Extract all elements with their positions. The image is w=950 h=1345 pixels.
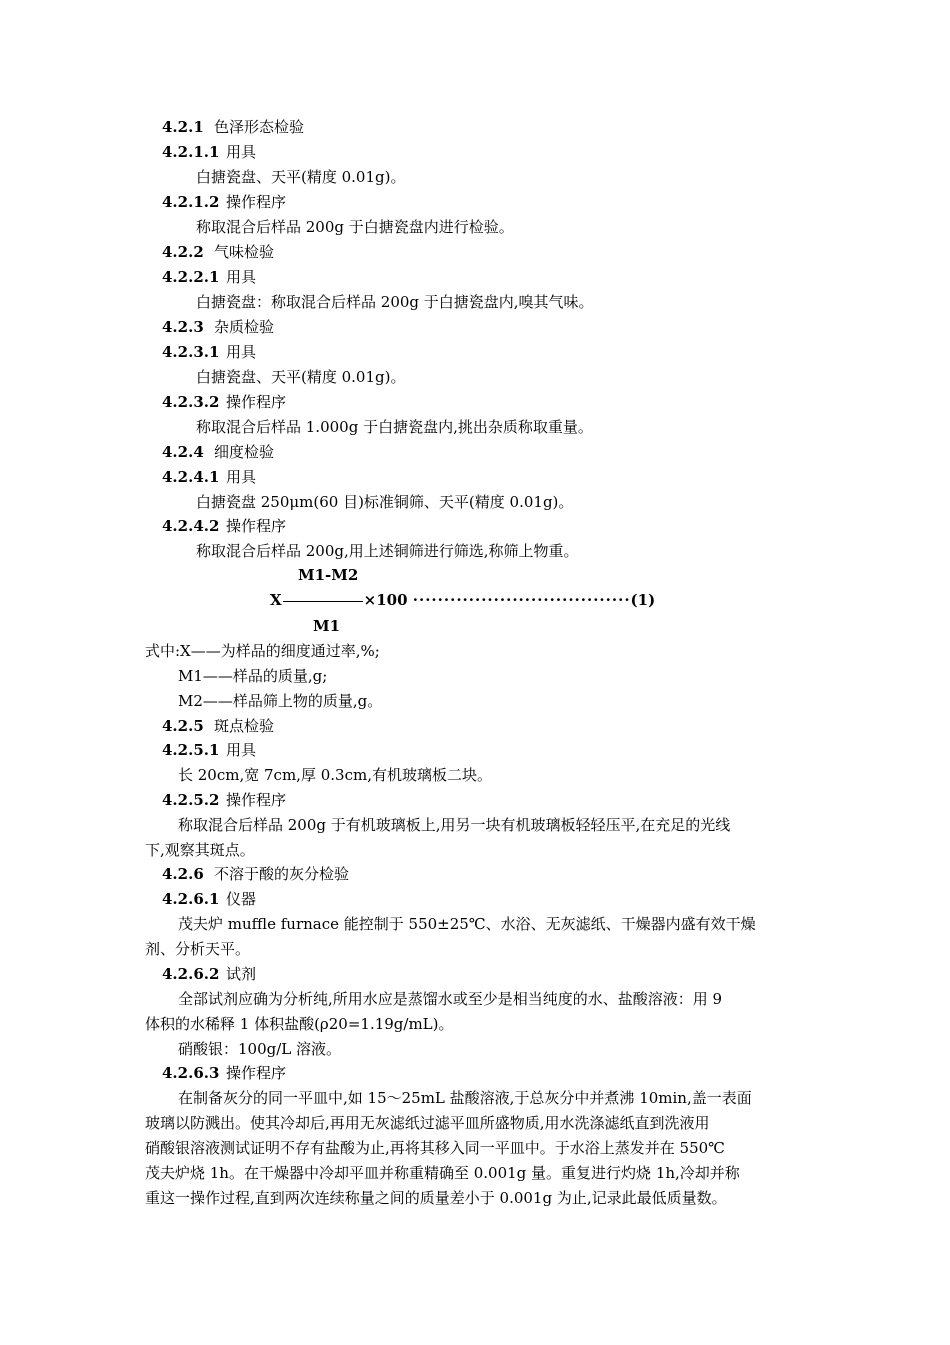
heading-4-2-3-2 xyxy=(162,392,286,412)
section-title: 斑点检验 xyxy=(214,717,275,735)
fraction-bar xyxy=(283,601,363,602)
section-title: 操作程序 xyxy=(226,517,287,535)
heading-4-2-4 xyxy=(162,442,274,462)
section-number: 4.2.5.1 xyxy=(162,741,220,759)
section-number: 4.2.3 xyxy=(162,318,204,336)
heading-4-2-5 xyxy=(162,716,274,736)
heading-4-2-1-1 xyxy=(162,142,256,162)
heading-4-2-5-1 xyxy=(162,740,256,760)
where-line: M2——样品筛上物的质量,g。 xyxy=(178,692,383,710)
section-number: 4.2.6.3 xyxy=(162,1064,220,1082)
paragraph: 白搪瓷盘 250μm(60 目)标准铜筛、天平(精度 0.01g)。 xyxy=(196,493,574,511)
paragraph-line: 茂夫炉烧 1h。在干燥器中冷却平皿并称重精确至 0.001g 量。重复进行灼烧 1h,冷却并称 xyxy=(145,1164,740,1182)
paragraph: 称取混合后样品 200g,用上述铜筛进行筛选,称筛上物重。 xyxy=(196,542,579,560)
section-title: 操作程序 xyxy=(226,193,287,211)
section-number: 4.2.5 xyxy=(162,717,204,735)
where-line: M1——样品的质量,g; xyxy=(178,667,328,685)
heading-4-2-6 xyxy=(162,864,349,884)
section-title: 用具 xyxy=(226,343,257,361)
formula-denominator: M1 xyxy=(313,617,341,635)
section-title: 色泽形态检验 xyxy=(214,118,305,136)
heading-4-2-3-1 xyxy=(162,342,256,362)
paragraph: 称取混合后样品 1.000g 于白搪瓷盘内,挑出杂质称取重量。 xyxy=(196,418,593,436)
formula-numerator: M1-M2 xyxy=(298,566,359,584)
section-number: 4.2.4.2 xyxy=(162,517,220,535)
heading-4-2-1 xyxy=(162,117,304,137)
section-number: 4.2.6.2 xyxy=(162,965,220,983)
paragraph-line: 重这一操作过程,直到两次连续称量之间的质量差小于 0.001g 为止,记录此最低质量数。 xyxy=(145,1189,727,1207)
section-number: 4.2.4 xyxy=(162,443,204,461)
paragraph: 长 20cm,宽 7cm,厚 0.3cm,有机玻璃板二块。 xyxy=(178,766,492,784)
heading-4-2-6-3 xyxy=(162,1063,286,1083)
paragraph: 白搪瓷盘、天平(精度 0.01g)。 xyxy=(196,168,406,186)
paragraph-line: 硝酸银：100g/L 溶液。 xyxy=(178,1040,342,1058)
heading-4-2-1-2 xyxy=(162,192,286,212)
heading-4-2-2-1 xyxy=(162,267,256,287)
equation-number: (1) xyxy=(630,591,656,609)
section-number: 4.2.6.1 xyxy=(162,890,220,908)
paragraph: 白搪瓷盘：称取混合后样品 200g 于白搪瓷盘内,嗅其气味。 xyxy=(196,293,594,311)
heading-4-2-5-2 xyxy=(162,790,286,810)
section-title: 试剂 xyxy=(226,965,257,983)
heading-4-2-4-1 xyxy=(162,467,256,487)
paragraph-line: 体积的水稀释 1 体积盐酸(ρ20=1.19g/mL)。 xyxy=(145,1015,454,1033)
section-title: 细度检验 xyxy=(214,443,275,461)
formula-lhs: X xyxy=(270,591,282,609)
heading-4-2-4-2 xyxy=(162,516,286,536)
paragraph-line: 在制备灰分的同一平皿中,如 15～25mL 盐酸溶液,于总灰分中并煮沸 10min,盖一表面 xyxy=(178,1089,752,1107)
paragraph-line: 称取混合后样品 200g 于有机玻璃板上,用另一块有机玻璃板轻轻压平,在充足的光线 xyxy=(178,816,731,834)
heading-4-2-2 xyxy=(162,242,274,262)
section-number: 4.2.4.1 xyxy=(162,468,220,486)
heading-4-2-6-2 xyxy=(162,964,256,984)
paragraph-line: 茂夫炉 muffle furnace 能控制于 550±25℃、水浴、无灰滤纸、干燥器内盛有效干燥 xyxy=(178,915,756,933)
heading-4-2-6-1 xyxy=(162,889,256,909)
section-number: 4.2.2 xyxy=(162,243,204,261)
section-title: 用具 xyxy=(226,741,257,759)
paragraph-line: 下,观察其斑点。 xyxy=(145,841,255,859)
section-title: 操作程序 xyxy=(226,393,287,411)
section-number: 4.2.3.2 xyxy=(162,393,220,411)
section-number: 4.2.6 xyxy=(162,865,204,883)
section-title: 操作程序 xyxy=(226,791,287,809)
paragraph: 白搪瓷盘、天平(精度 0.01g)。 xyxy=(196,368,406,386)
paragraph: 称取混合后样品 200g 于白搪瓷盘内进行检验。 xyxy=(196,218,514,236)
section-number: 4.2.2.1 xyxy=(162,268,220,286)
paragraph-line: 玻璃以防溅出。使其冷却后,再用无灰滤纸过滤平皿所盛物质,用水洗涤滤纸直到洗液用 xyxy=(145,1114,710,1132)
section-title: 气味检验 xyxy=(214,243,275,261)
section-title: 用具 xyxy=(226,268,257,286)
paragraph-line: 硝酸银溶液测试证明不存有盐酸为止,再将其移入同一平皿中。于水浴上蒸发并在 550℃ xyxy=(145,1139,725,1157)
formula-leader-dots: ··································· xyxy=(412,591,631,609)
heading-4-2-3 xyxy=(162,317,274,337)
section-title: 用具 xyxy=(226,143,257,161)
section-title: 操作程序 xyxy=(226,1064,287,1082)
section-title: 不溶于酸的灰分检验 xyxy=(214,865,350,883)
section-number: 4.2.3.1 xyxy=(162,343,220,361)
section-title: 用具 xyxy=(226,468,257,486)
section-number: 4.2.1.2 xyxy=(162,193,220,211)
paragraph-line: 全部试剂应确为分析纯,所用水应是蒸馏水或至少是相当纯度的水、盐酸溶液：用 9 xyxy=(178,990,723,1008)
section-title: 杂质检验 xyxy=(214,318,275,336)
section-title: 仪器 xyxy=(226,890,257,908)
section-number: 4.2.5.2 xyxy=(162,791,220,809)
section-number: 4.2.1.1 xyxy=(162,143,220,161)
section-number: 4.2.1 xyxy=(162,118,204,136)
paragraph-line: 剂、分析天平。 xyxy=(145,940,251,958)
where-line: 式中:X——为样品的细度通过率,%; xyxy=(145,642,380,660)
formula-line xyxy=(270,591,655,609)
formula-times: ×100 xyxy=(363,591,408,609)
